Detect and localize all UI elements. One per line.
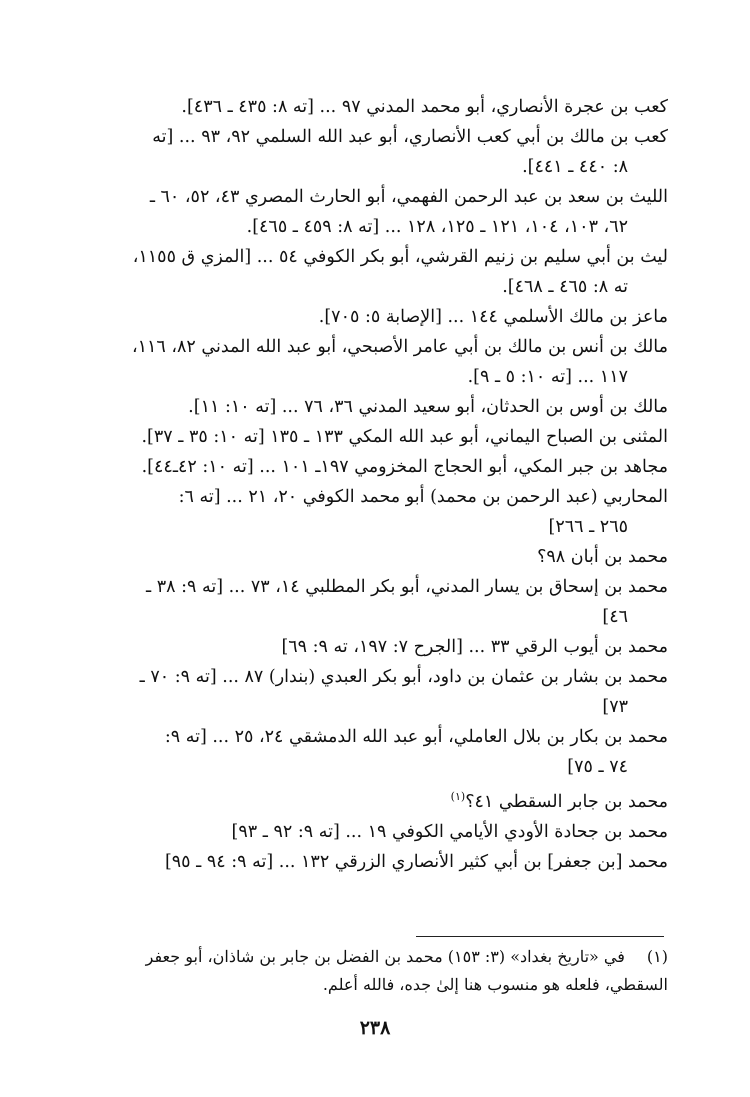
entry-continuation-line: ٧٣] (602, 697, 628, 717)
entry-line: محمد بن إسحاق بن يسار المدني، أبو بكر المطلبي ١٤، ٧٣ ... [ته ٩: ٣٨ ـ (145, 577, 668, 597)
entry-continuation-line: ٢٦٥ ـ ٢٦٦] (548, 517, 628, 537)
entry-continuation-line: ٧٤ ـ ٧٥] (567, 757, 628, 777)
entry-line: محمد بن جابر السقطي ٤١؟$^{(١)}$ (450, 790, 668, 812)
index-entry (88, 242, 668, 302)
index-entry (88, 332, 668, 392)
index-entries (88, 92, 668, 877)
index-entry (88, 452, 668, 482)
index-entry (88, 182, 668, 242)
entry-line: محمد بن بكار بن بلال العاملي، أبو عبد الله الدمشقي ٢٤، ٢٥ ... [ته ٩: (164, 727, 668, 747)
footnote-divider (416, 936, 664, 937)
footnote-number: (١) (646, 947, 668, 966)
entry-line: ليث بن أبي سليم بن زنيم القرشي، أبو بكر الكوفي ٥٤ ... [المزي ق ١١٥٥، (132, 247, 668, 267)
index-entry (88, 422, 668, 452)
index-entry (88, 847, 668, 877)
index-entry (88, 722, 668, 782)
footnote-line-2: السقطي، فلعله هو منسوب هنا إلىٰ جده، فالله أعلم. (322, 975, 668, 994)
entry-line: المحاربي (عبد الرحمن بن محمد) أبو محمد الكوفي ٢٠، ٢١ ... [ته ٦: (178, 487, 668, 507)
entry-line: كعب بن مالك بن أبي كعب الأنصاري، أبو عبد الله السلمي ٩٢، ٩٣ ... [ته (152, 127, 668, 147)
entry-continuation-line: ٦٢، ١٠٣، ١٠٤، ١٢١ ـ ١٢٥، ١٢٨ ... [ته ٨: ٤٥٩ ـ ٤٦٥]. (246, 217, 628, 237)
entry-line: محمد بن جحادة الأودي الأيامي الكوفي ١٩ ... [ته ٩: ٩٢ ـ ٩٣] (231, 821, 668, 842)
entry-line: مالك بن أوس بن الحدثان، أبو سعيد المدني ٣٦، ٧٦ ... [ته ١٠: ١١]. (188, 397, 668, 417)
entry-line: محمد بن أيوب الرقي ٣٣ ... [الجرح ٧: ١٩٧، ته ٩: ٦٩] (281, 637, 668, 657)
index-entry (88, 782, 668, 817)
entry-line: مجاهد بن جبر المكي، أبو الحجاج المخزومي ١٩٧ـ ١٠١ ... [ته ١٠: ٤٢ـ٤٤]. (141, 457, 668, 477)
page-number: ٢٣٨ (359, 1017, 391, 1039)
entry-continuation-line: ٨: ٤٤٠ ـ ٤٤١]. (522, 157, 628, 177)
index-entry (88, 122, 668, 182)
index-entry (88, 817, 668, 847)
index-entry (88, 92, 668, 122)
entry-continuation-line: ته ٨: ٤٦٥ ـ ٤٦٨]. (502, 277, 628, 297)
index-entry (88, 572, 668, 632)
entry-line: مالك بن أنس بن مالك بن أبي عامر الأصبحي، أبو عبد الله المدني ٨٢، ١١٦، (131, 337, 668, 357)
footnote-line-1: في «تاريخ بغداد» (٣: ١٥٣) محمد بن الفضل بن جابر بن شاذان، أبو جعفر (145, 947, 625, 966)
entry-line: محمد بن بشار بن عثمان بن داود، أبو بكر العبدي (بندار) ٨٧ ... [ته ٩: ٧٠ ـ (139, 667, 668, 687)
index-entry (88, 392, 668, 422)
index-entry (88, 632, 668, 662)
footnote (84, 943, 668, 999)
footnote-reference: (١) (450, 790, 466, 803)
entry-continuation-line: ١١٧ ... [ته ١٠: ٥ ـ ٩]. (467, 367, 628, 387)
entry-line: محمد [بن جعفر] بن أبي كثير الأنصاري الزرقي ١٣٢ ... [ته ٩: ٩٤ ـ ٩٥] (164, 851, 668, 872)
entry-line: كعب بن عجرة الأنصاري، أبو محمد المدني ٩٧ ... [ته ٨: ٤٣٥ ـ ٤٣٦]. (181, 97, 668, 117)
entry-line: الليث بن سعد بن عبد الرحمن الفهمي، أبو الحارث المصري ٤٣، ٥٢، ٦٠ ـ (149, 187, 668, 207)
entry-line: المثنى بن الصباح اليماني، أبو عبد الله المكي ١٣٣ ـ ١٣٥ [ته ١٠: ٣٥ ـ ٣٧]. (141, 427, 668, 447)
index-entry (88, 482, 668, 542)
index-entry (88, 542, 668, 572)
entry-line: ماعز بن مالك الأسلمي ١٤٤ ... [الإصابة ٥: ٧٠٥]. (318, 307, 668, 327)
entry-continuation-line: ٤٦] (602, 607, 628, 627)
entry-line: محمد بن أبان ٩٨؟ (537, 547, 668, 567)
index-entry (88, 662, 668, 722)
index-entry (88, 302, 668, 332)
